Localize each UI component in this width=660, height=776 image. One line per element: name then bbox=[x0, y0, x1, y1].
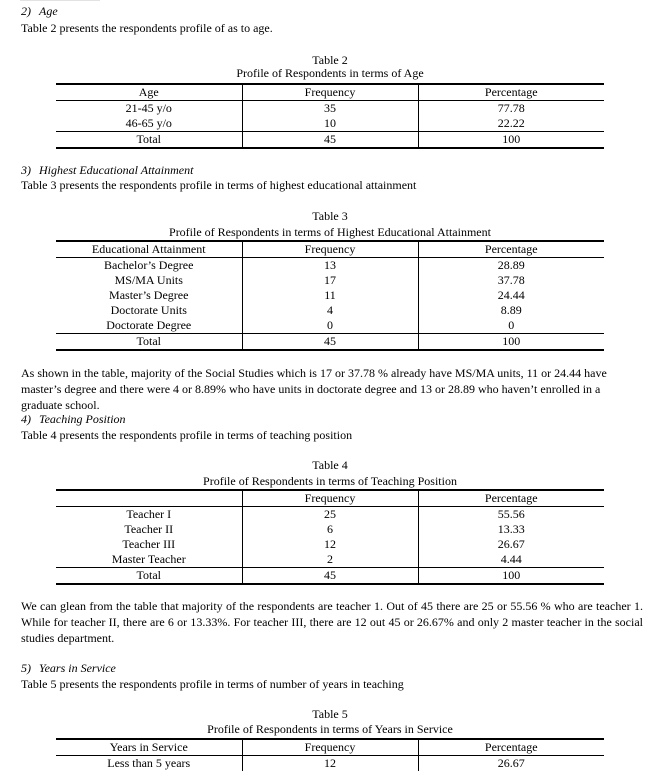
column-header: Frequency bbox=[242, 84, 418, 101]
table-row bbox=[56, 537, 604, 552]
section-5-intro: Table 5 presents the respondents profile in terms of number of years in teaching bbox=[21, 677, 404, 691]
table-total-row bbox=[56, 132, 604, 149]
column-header: Percentage bbox=[418, 241, 604, 258]
table-total-row bbox=[56, 568, 604, 585]
table-cell: 100 bbox=[418, 132, 604, 149]
section-number: 5) bbox=[21, 661, 31, 675]
table-cell: 46-65 y/o bbox=[125, 116, 172, 130]
table-cell: Teacher II bbox=[124, 522, 174, 536]
table-cell: Doctorate Units bbox=[110, 303, 187, 317]
section-number: 3) bbox=[21, 163, 31, 177]
table-header-row bbox=[56, 739, 604, 756]
table-cell: 77.78 bbox=[497, 101, 525, 115]
table-3 bbox=[56, 240, 604, 351]
table-cell: 45 bbox=[242, 334, 418, 351]
table-cell: 24.44 bbox=[497, 288, 525, 302]
table-cell: 17 bbox=[242, 273, 418, 288]
table-5-caption: Profile of Respondents in terms of Years in Service bbox=[207, 722, 453, 736]
table-5 bbox=[56, 738, 604, 771]
table-cell: 8.89 bbox=[500, 303, 522, 317]
table-cell: 26.67 bbox=[497, 756, 525, 770]
table-row bbox=[56, 273, 604, 288]
table-cell: Total bbox=[56, 334, 242, 351]
table-cell: Master Teacher bbox=[111, 552, 186, 566]
table-2-label: Table 2 bbox=[312, 53, 348, 67]
column-header: Percentage bbox=[418, 490, 604, 507]
table-cell: 2 bbox=[242, 552, 418, 568]
section-3-intro: Table 3 presents the respondents profile in terms of highest educational attainment bbox=[21, 178, 417, 192]
table-cell: Total bbox=[56, 132, 242, 149]
table-cell: 10 bbox=[242, 116, 418, 132]
table-2 bbox=[56, 83, 604, 149]
column-header: Frequency bbox=[242, 241, 418, 258]
table-cell: 45 bbox=[242, 568, 418, 585]
table-cell: 0 bbox=[508, 318, 515, 332]
table-cell: 35 bbox=[242, 101, 418, 117]
table-3-label: Table 3 bbox=[312, 209, 348, 223]
column-header: Age bbox=[56, 84, 242, 101]
table-cell: Master’s Degree bbox=[109, 288, 189, 302]
table-cell: Teacher III bbox=[122, 537, 176, 551]
table-total-row bbox=[56, 334, 604, 351]
table-cell: 11 bbox=[242, 288, 418, 303]
table-row bbox=[56, 318, 604, 334]
table-cell: Total bbox=[56, 568, 242, 585]
table-cell: 12 bbox=[242, 537, 418, 552]
section-3-heading bbox=[21, 163, 193, 178]
section-number: 2) bbox=[21, 4, 31, 18]
table-header-row bbox=[56, 490, 604, 507]
section-3-paragraph: As shown in the table, majority of the Social Studies which is 17 or 37.78 % already have MS/MA units, 11 or 24.44 have master’s degree and there were 4 or 8.89% who have units in doctorate degree and 13 or 28.89 who haven’t enrolled in a graduate school. bbox=[21, 366, 607, 412]
table-row bbox=[56, 258, 604, 274]
table-cell: 6 bbox=[242, 522, 418, 537]
table-header-row bbox=[56, 84, 604, 101]
table-row bbox=[56, 552, 604, 568]
table-cell: 4.44 bbox=[500, 552, 522, 566]
table-cell: MS/MA Units bbox=[114, 273, 183, 287]
section-title: Years in Service bbox=[39, 661, 116, 675]
section-4-heading bbox=[21, 412, 126, 427]
table-cell: 12 bbox=[242, 756, 418, 772]
column-header: Frequency bbox=[242, 490, 418, 507]
column-header: Percentage bbox=[418, 84, 604, 101]
table-4-caption: Profile of Respondents in terms of Teaching Position bbox=[203, 474, 457, 488]
table-cell: Bachelor’s Degree bbox=[104, 258, 194, 272]
table-cell: 100 bbox=[418, 334, 604, 351]
table-4 bbox=[56, 489, 604, 585]
table-cell: 21-45 y/o bbox=[125, 101, 172, 115]
column-header: Educational Attainment bbox=[56, 241, 242, 258]
table-cell: 0 bbox=[242, 318, 418, 334]
table-cell: 25 bbox=[242, 507, 418, 523]
table-3-caption: Profile of Respondents in terms of Highest Educational Attainment bbox=[169, 225, 491, 239]
section-4-paragraph: We can glean from the table that majority of the respondents are teacher 1. Out of 45 there are 25 or 55.56 % who are teacher 1. While for teacher II, there are 6 or 13.33%. For teacher III, there are 12 out 45 or 26.67% and only 2 master teacher in the social studies department. bbox=[21, 599, 643, 645]
table-cell: 55.56 bbox=[497, 507, 525, 521]
section-number: 4) bbox=[21, 412, 31, 426]
column-header bbox=[56, 490, 242, 507]
section-title: Highest Educational Attainment bbox=[39, 163, 194, 177]
section-5-heading bbox=[21, 661, 116, 676]
table-cell: 100 bbox=[418, 568, 604, 585]
table-5-label: Table 5 bbox=[312, 707, 348, 721]
table-cell: Doctorate Degree bbox=[106, 318, 192, 332]
table-row bbox=[56, 116, 604, 132]
table-cell: 28.89 bbox=[497, 258, 525, 272]
table-row bbox=[56, 756, 604, 772]
section-4-intro: Table 4 presents the respondents profile in terms of teaching position bbox=[21, 428, 353, 442]
table-2-caption: Profile of Respondents in terms of Age bbox=[236, 66, 424, 80]
section-title: Age bbox=[39, 4, 58, 18]
table-cell: 22.22 bbox=[497, 116, 525, 130]
table-row bbox=[56, 303, 604, 318]
column-header: Percentage bbox=[418, 739, 604, 756]
table-row bbox=[56, 101, 604, 117]
section-2-heading bbox=[21, 4, 58, 19]
table-cell: 37.78 bbox=[497, 273, 525, 287]
table-cell: 13.33 bbox=[497, 522, 525, 536]
table-cell: Teacher I bbox=[126, 507, 172, 521]
table-row bbox=[56, 522, 604, 537]
table-cell: 13 bbox=[242, 258, 418, 274]
section-title: Teaching Position bbox=[39, 412, 126, 426]
table-cell: 4 bbox=[242, 303, 418, 318]
page-top-rule bbox=[20, 0, 100, 1]
column-header: Years in Service bbox=[56, 739, 242, 756]
table-cell: Less than 5 years bbox=[107, 756, 191, 770]
table-cell: 45 bbox=[242, 132, 418, 149]
table-row bbox=[56, 507, 604, 523]
table-cell: 26.67 bbox=[497, 537, 525, 551]
table-header-row bbox=[56, 241, 604, 258]
table-row bbox=[56, 288, 604, 303]
section-2-intro: Table 2 presents the respondents profile of as to age. bbox=[21, 21, 273, 35]
column-header: Frequency bbox=[242, 739, 418, 756]
table-4-label: Table 4 bbox=[312, 458, 348, 472]
